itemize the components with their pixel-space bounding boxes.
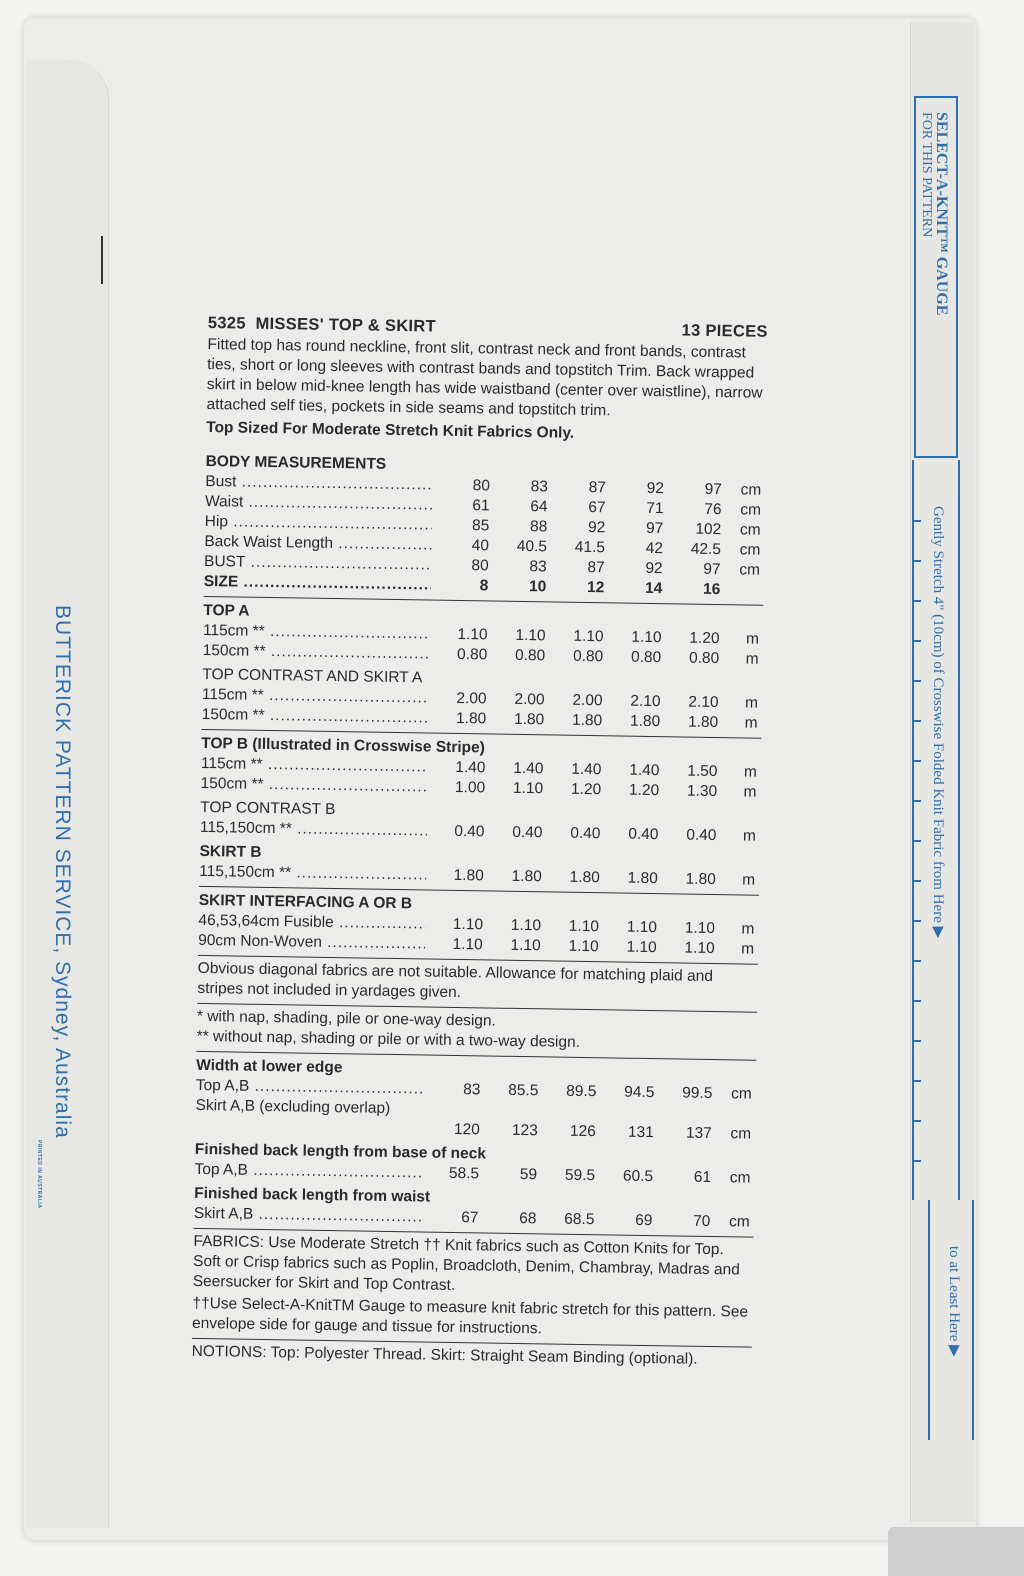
size-value: 59 [519,1166,538,1184]
pattern-info [192,313,768,1371]
row-label: 150cm ** ..... [202,705,429,729]
size-value: 1.10 [626,918,658,937]
row-values [425,934,715,959]
size-value: 80 [472,477,491,495]
size-value: 0.40 [570,824,601,843]
size-value: 97 [704,480,723,499]
size-value: 2.00 [456,689,487,708]
row-unit: m [743,783,757,801]
row-label: 150cm ** ..... [203,641,430,665]
size-value: 1.80 [627,869,658,888]
row-label: BUST ..... [204,552,431,576]
pieces-count: 13 PIECES [681,321,768,341]
size-value: 1.20 [689,629,720,648]
size-value: 1.80 [453,866,484,885]
gauge-tick [913,560,921,562]
size-value: 1.80 [455,709,487,728]
size-value: 1.40 [571,760,602,779]
size-value: 10 [528,578,547,596]
row-values [420,1207,710,1232]
row-unit: cm [730,1125,752,1143]
size-value: 69 [635,1211,653,1230]
yardage-heading: TOP CONTRAST B [200,798,336,819]
gauge-subtitle: FOR THIS PATTERN [919,112,934,238]
gauge-tick [913,960,921,962]
gauge-brand: SELECT-A-KNIT™ GAUGE [933,112,950,316]
size-value: 1.10 [631,628,662,647]
body-measurements-heading: BODY MEASUREMENTS [205,452,387,473]
yardage-heading: SKIRT B [199,842,262,861]
width-heading: Width at lower edge [196,1056,343,1077]
size-value: 87 [588,479,607,497]
gauge-tick [913,640,921,642]
size-value: 64 [530,498,548,516]
row-unit: m [743,763,757,781]
gauge-tick [913,1040,921,1042]
size-value: 0.40 [686,826,717,845]
row-unit: cm [739,541,761,559]
row-label: 150cm ** ..... [200,774,427,798]
row-label: Bust ..... [205,472,432,496]
row-label: Top A,B ..... [196,1076,423,1100]
yardage-heading: TOP B (Illustrated in Crosswise Stripe) [201,734,486,757]
size-value: 87 [587,558,605,577]
notions-text: NOTIONS: Top: Polyester Thread. Skirt: Straight Seam Binding (optional). [191,1342,698,1368]
size-value: 0.80 [572,647,604,666]
nap-without-note: ** without nap, shading or pile or with a two-way design. [196,1027,581,1051]
row-values [427,778,717,803]
size-value: 0.40 [512,823,543,842]
gauge-note: ††Use Select-A-KnitTM Gauge to measure knit fabric stretch for this pattern. See envelope side for gauge and tissue for instructions. [191,1294,749,1338]
size-value: 0.80 [514,646,546,665]
row-values [430,576,720,601]
row-unit: m [744,694,759,712]
row-unit: cm [740,481,762,499]
size-value: 1.10 [626,938,657,957]
gauge-tick [913,1080,921,1082]
gauge-tick [913,840,921,842]
size-value: 1.10 [573,627,604,646]
size-value: 0.80 [456,645,488,664]
size-value: 83 [463,1081,481,1099]
row-unit: m [742,827,756,845]
row-unit [720,594,763,595]
row-unit: cm [730,1085,752,1103]
crease-mark [101,236,103,284]
row-values [429,645,719,670]
size-value: 12 [586,578,605,597]
yardage-heading: TOP CONTRAST AND SKIRT A [202,665,423,687]
row-label: Top A,B ..... [194,1160,421,1184]
size-value: 2.00 [514,690,545,709]
row-unit: cm [740,501,762,519]
yardage-table [199,601,763,891]
size-value: 1.80 [513,710,545,729]
gauge-tick [913,880,921,882]
size-value: 0.80 [630,648,662,667]
size-value: 85 [471,517,490,535]
size-value: 2.10 [630,692,661,711]
pattern-title: 5325 MISSES' TOP & SKIRT [207,313,437,336]
row-label [195,1130,422,1134]
row-label: 115cm ** ..... [202,685,429,709]
printed-in-text: PRINTED IN AUSTRALIA [36,1140,42,1209]
size-value: 1.80 [687,713,719,732]
gauge-tick [913,1160,921,1162]
size-value: 68.5 [564,1210,595,1229]
size-value: 97 [703,560,721,579]
size-value: 83 [529,558,547,576]
interfacing-heading: SKIRT INTERFACING A OR B [198,891,413,913]
row-label: 46,53,64cm Fusible ..... [198,911,425,935]
gauge-tick [913,800,921,802]
size-value: 102 [695,520,722,539]
row-values [426,821,716,846]
size-value: 1.00 [454,778,486,797]
gauge-instruction-end: to at Least Here ▶ [946,1246,962,1357]
size-value: 1.80 [569,868,600,887]
size-value: 40.5 [516,537,548,556]
row-unit: cm [729,1169,751,1187]
size-value: 40 [471,537,490,555]
row-label: Waist ..... [205,492,432,516]
waist-length-heading: Finished back length from waist [194,1184,431,1206]
size-value: 88 [529,518,548,536]
size-value: 76 [704,500,722,519]
yardage-heading: TOP A [203,601,250,620]
size-value: 85.5 [508,1081,539,1100]
size-value: 80 [471,557,489,575]
size-value: 61 [693,1168,712,1187]
size-value: 1.10 [684,939,715,958]
size-value: 1.80 [629,712,661,731]
size-value: 14 [644,579,663,598]
gauge-tick [913,720,921,722]
gauge-tick [913,520,921,522]
size-value: 67 [588,498,606,517]
nap-with-note: * with nap, shading, pile or one-way design. [196,1007,497,1030]
row-label: 115,150cm ** ..... [200,818,427,842]
size-value: 71 [646,499,664,518]
size-value: 1.10 [457,625,488,644]
row-label: Skirt A,B ..... [194,1204,421,1228]
gauge-tick [913,600,921,602]
corner-shadow [888,1527,1024,1576]
size-value: 1.10 [452,915,484,934]
gauge-title [932,112,950,315]
row-unit: m [741,940,755,958]
size-value: 1.10 [568,937,599,956]
size-value: 1.20 [570,780,602,799]
gauge-instruction: Gently Stretch 4" (10cm) of Crosswise Folded Knit Fabric from Here ▶ [930,506,946,939]
row-values [421,1163,711,1188]
body-measurements [204,452,766,601]
size-value: 83 [530,478,549,496]
size-value: 137 [685,1124,712,1143]
size-value: 1.80 [571,711,603,730]
fabrics-text: FABRICS: Use Moderate Stretch †† Knit fabrics such as Cotton Knits for Top. Soft or Crisp fabrics such as Poplin, Broadcloth, Denim, Chambray, Madras and Seersucker for Skirt and Top Contrast. [192,1232,740,1295]
size-value: 1.10 [568,917,600,936]
neck-length-heading: Finished back length from base of neck [194,1140,487,1163]
size-value: 123 [511,1121,538,1140]
size-value: 42.5 [690,540,722,559]
size-value: 97 [645,519,664,538]
size-value: 41.5 [574,538,606,557]
size-value: 94.5 [624,1083,655,1102]
row-unit: cm [739,561,761,579]
size-value: 126 [569,1122,596,1141]
gauge-tick [913,760,921,762]
gauge-tick [913,920,921,922]
sized-note: Top Sized For Moderate Stretch Knit Fabrics Only. [206,418,575,442]
size-value: 68 [519,1210,537,1228]
size-value: 42 [645,539,664,558]
row-unit: m [741,920,755,938]
size-value: 1.40 [513,759,544,778]
pattern-description: Fitted top has round neckline, front slit, contrast neck and front bands, contrast ties, short or long sleeves with contrast bands and topstitch Trim. Back wrapped skirt in below mid-knee length has wide waistband (center over waistline), narrow attached self ties, pockets in side seams and topstitch trim. [206,335,763,420]
size-value: 1.10 [515,626,546,645]
size-value: 1.40 [629,761,660,780]
row-unit: cm [728,1213,750,1231]
row-unit: m [742,871,756,889]
gauge-tick [913,1000,921,1002]
size-value: 1.30 [686,782,718,801]
row-unit: m [745,650,759,668]
skirt-width-label: Skirt A,B (excluding overlap) [195,1096,391,1117]
body-measurements-table [204,472,766,601]
size-value: 59.5 [564,1166,596,1185]
size-value: 2.10 [688,693,719,712]
size-value: 92 [587,518,606,537]
size-value: 8 [479,577,489,595]
gauge-tick [913,1120,921,1122]
row-unit: m [745,630,760,648]
size-value: 0.40 [628,825,659,844]
size-value: 1.80 [511,867,542,886]
size-value: 1.10 [510,936,541,955]
fabric-note: Obvious diagonal fabrics are not suitable. Allowance for matching plaid and stripes not included in yardages given. [197,959,714,1002]
size-value: 1.50 [687,762,718,781]
gauge-tick [913,680,921,682]
size-value: 1.80 [685,870,716,889]
row-values [428,709,718,734]
row-label: 90cm Non-Woven ..... [198,931,425,955]
side-brand-text: BUTTERICK PATTERN SERVICE, Sydney, Australia [51,605,74,1139]
size-value: 1.10 [512,779,544,798]
size-value: 60.5 [622,1167,654,1186]
size-value: 1.10 [684,919,716,938]
row-label: Hip ..... [205,512,432,536]
row-unit: m [744,714,758,732]
size-value: 70 [693,1212,711,1231]
size-value: 1.10 [510,916,542,935]
size-value: 99.5 [682,1084,713,1103]
row-label: 115,150cm ** ..... [199,862,426,886]
row-label: Back Waist Length ..... [204,532,431,556]
row-values [426,865,716,890]
size-value: 61 [472,497,490,515]
row-unit: cm [739,521,761,539]
size-value: 58.5 [448,1164,480,1183]
size-value: 1.10 [452,935,483,954]
size-value: 1.40 [455,758,486,777]
size-value: 0.40 [454,822,485,841]
row-label: SIZE ..... [204,572,431,596]
size-value: 92 [645,559,663,578]
interfacing-table [198,911,759,960]
size-value: 0.80 [688,649,720,668]
size-value: 67 [461,1209,479,1227]
size-value: 89.5 [566,1082,597,1101]
size-value: 131 [627,1123,654,1142]
row-label: 115cm ** ..... [201,754,428,778]
row-values [422,1119,712,1144]
size-value: 120 [453,1120,480,1139]
row-label: 115cm ** ..... [203,621,430,645]
size-value: 16 [702,580,721,599]
size-value: 1.20 [628,781,660,800]
size-value: 2.00 [572,691,603,710]
size-value: 92 [646,479,665,498]
